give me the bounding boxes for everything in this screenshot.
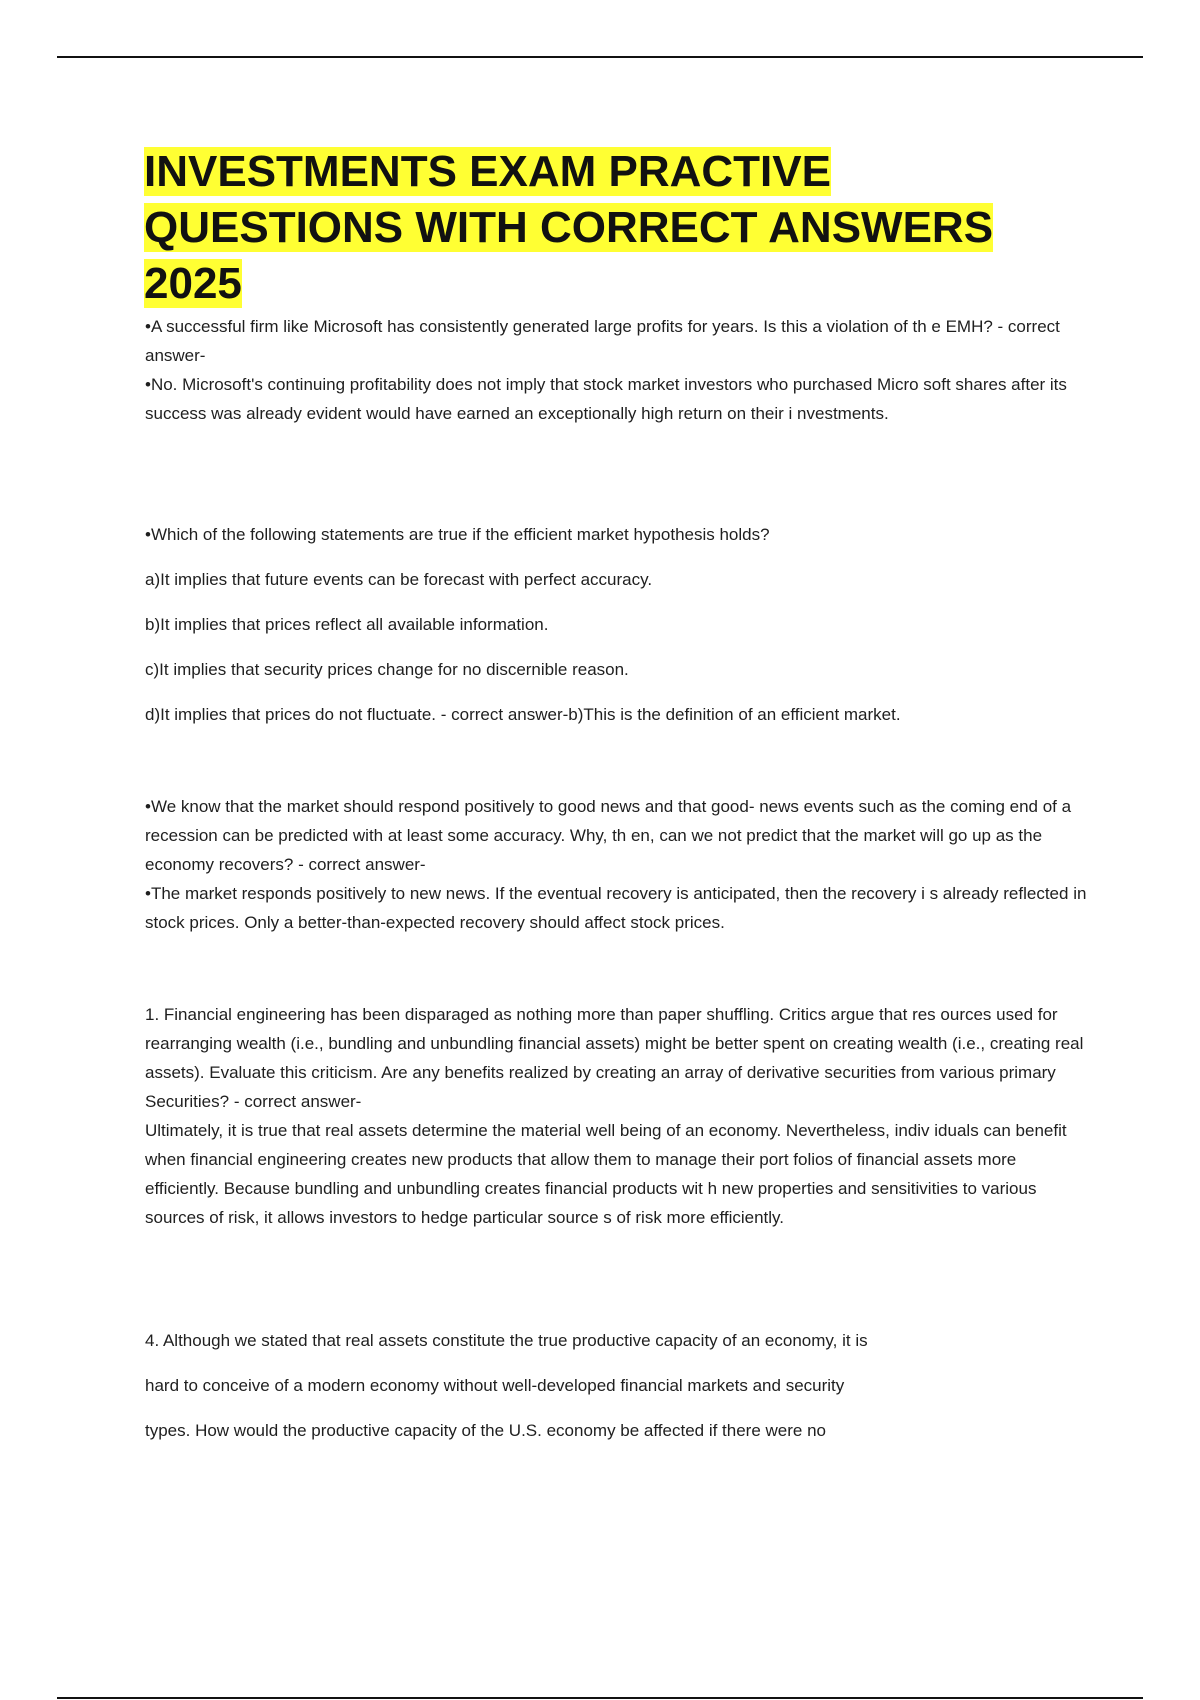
question-block-real-assets bbox=[145, 1326, 1090, 1461]
bottom-rule bbox=[57, 1697, 1143, 1699]
question-line: 4. Although we stated that real assets constitute the true productive capacity of an economy, it is bbox=[145, 1331, 868, 1350]
question-text: 1. Financial engineering has been disparaged as nothing more than paper shuffling. Critics argue that res ources used for rearranging wealth (i.e., bundling and unbundling financial assets) might be better spent on creating wealth (i.e., creating real assets). Evaluate this criticism. Are any benefits realized by creating an array of derivative securities from various primary Securities? - correct answer- bbox=[145, 1005, 1084, 1111]
question-block-emh-microsoft bbox=[145, 312, 1090, 428]
option-a: a)It implies that future events can be forecast with perfect accuracy. bbox=[145, 570, 653, 589]
question-text: •A successful firm like Microsoft has consistently generated large profits for years. Is this a violation of th e EMH? - correct answer- bbox=[145, 317, 1060, 365]
title-highlight: INVESTMENTS EXAM PRACTIVE QUESTIONS WITH CORRECT ANSWERS 2025 bbox=[144, 147, 994, 308]
question-text: •We know that the market should respond positively to good news and that good- news events such as the coming end of a recession can be predicted with at least some accuracy. Why, th en, can we not predict that the market will go up as the economy recovers? - correct answer- bbox=[145, 797, 1072, 874]
page-title bbox=[144, 144, 1094, 312]
option-b: b)It implies that prices reflect all available information. bbox=[145, 615, 549, 634]
question-block-efficient-market bbox=[145, 520, 1090, 745]
top-rule bbox=[57, 56, 1143, 58]
question-line: hard to conceive of a modern economy without well-developed financial markets and security bbox=[145, 1376, 845, 1395]
answer-text: •No. Microsoft's continuing profitability does not imply that stock market investors who purchased Micro soft shares after its success was already evident would have earned an exceptionally high return on their i nvestments. bbox=[145, 375, 1067, 423]
option-d-with-answer: d)It implies that prices do not fluctuate. - correct answer-b)This is the definition of an efficient market. bbox=[145, 705, 901, 724]
question-block-financial-engineering bbox=[145, 1000, 1090, 1232]
answer-text: Ultimately, it is true that real assets determine the material well being of an economy. Nevertheless, indiv iduals can benefit when financial engineering creates new products that allow them to manage their port folios of financial assets more efficiently. Because bundling and unbundling creates financial products wit h new properties and sensitivities to various sources of risk, it allows investors to hedge particular source s of risk more efficiently. bbox=[145, 1121, 1067, 1227]
question-block-good-news bbox=[145, 792, 1090, 937]
question-line: types. How would the productive capacity of the U.S. economy be affected if there were no bbox=[145, 1421, 827, 1440]
option-c: c)It implies that security prices change for no discernible reason. bbox=[145, 660, 629, 679]
question-text: •Which of the following statements are true if the efficient market hypothesis holds? bbox=[145, 525, 770, 544]
answer-text: •The market responds positively to new news. If the eventual recovery is anticipated, then the recovery i s already reflected in stock prices. Only a better-than-expected recovery should affect stock prices. bbox=[145, 884, 1087, 932]
